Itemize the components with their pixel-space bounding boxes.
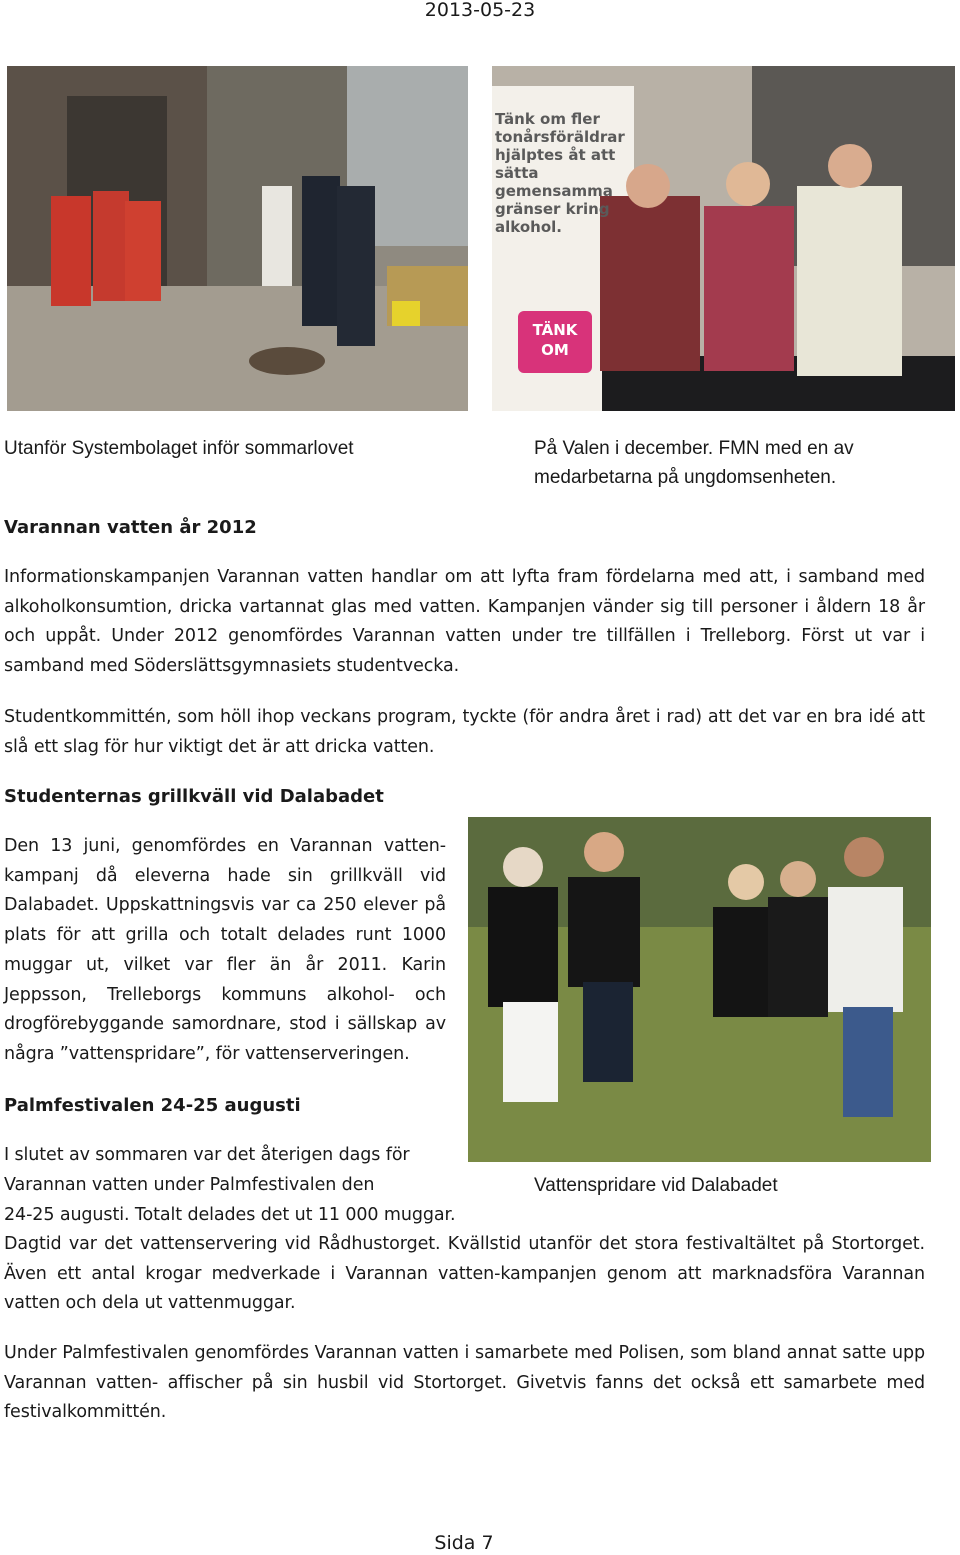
caption-systembolaget: Utanför Systembolaget inför sommarlovet: [4, 438, 354, 459]
palm-line-3: 24-25 augusti. Totalt delades det ut 11 000 muggar.: [4, 1205, 456, 1225]
photo-valen: [492, 66, 955, 411]
palm-line-1: I slutet av sommaren var det återigen dags för: [4, 1145, 410, 1165]
header-date: 2013-05-23: [424, 0, 536, 21]
caption-dalabadet: Vattenspridare vid Dalabadet: [534, 1175, 778, 1196]
photo-systembolaget: [7, 66, 468, 411]
paragraph-varannan-1: Informationskampanjen Varannan vatten handlar om att lyfta fram fördelarna med att, i samband med alkoholkonsumtion, dricka vartannat glas med vatten. Kampanjen vänder sig till personer i åldern 18 år och uppåt. Under 2012 genomfördes Varannan vatten under tre tillfällen i Trelleborg. Först ut var i samband med Söderslättsgymnasiets studentvecka.: [4, 567, 925, 677]
heading-palmfestivalen: Palmfestivalen 24-25 augusti: [4, 1095, 301, 1116]
photo-dalabadet: [468, 817, 931, 1162]
paragraph-palm-1: Dagtid var det vattenservering vid Rådhustorget. Kvällstid utanför det stora festivaltältet på Stortorget. Även ett antal krogar medverkade i Varannan vatten-kampanjen genom att marknadsföra Varannan vatten och dela ut vattenmuggar.: [4, 1234, 925, 1314]
poster-text: Tänk om fler tonårsföräldrar hjälptes åt att sätta gemensamma gränser kring alkohol.: [495, 110, 625, 236]
footer-page-number: Sida 7: [434, 1532, 494, 1554]
paragraph-grillkvall: Den 13 juni, genomfördes en Varannan vatten-kampanj då eleverna hade sin grillkväll vid Dalabadet. Uppskattningsvis var ca 250 elever på plats för att grilla och totalt delades runt 1000 muggar ut, vilket var fler än år 2011. Karin Jeppsson, Trelleborgs kommuns alkohol- och drogförebyggande samordnare, stod i sällskap av några ”vattenspridare”, för vattenserveringen.: [4, 836, 446, 1064]
paragraph-palm-2: Under Palmfestivalen genomfördes Varannan vatten i samarbete med Polisen, som bland annat satte upp Varannan vatten- affischer på sin husbil vid Stortorget. Givetvis fanns det också ett samarbete med festivalkommittén.: [4, 1343, 925, 1423]
caption-valen-line1: På Valen i december. FMN med en av: [534, 438, 854, 459]
heading-grillkvall: Studenternas grillkväll vid Dalabadet: [4, 786, 384, 807]
caption-valen-line2: medarbetarna på ungdomsenheten.: [534, 467, 837, 488]
palm-line-2: Varannan vatten under Palmfestivalen den: [4, 1175, 375, 1195]
heading-varannan-vatten: Varannan vatten år 2012: [4, 517, 257, 538]
poster-logo: TÄNK OM: [532, 321, 578, 359]
paragraph-varannan-2: Studentkommittén, som höll ihop veckans program, tyckte (för andra året i rad) att det var en bra idé att slå ett slag för hur viktigt det är att dricka vatten.: [4, 707, 925, 757]
